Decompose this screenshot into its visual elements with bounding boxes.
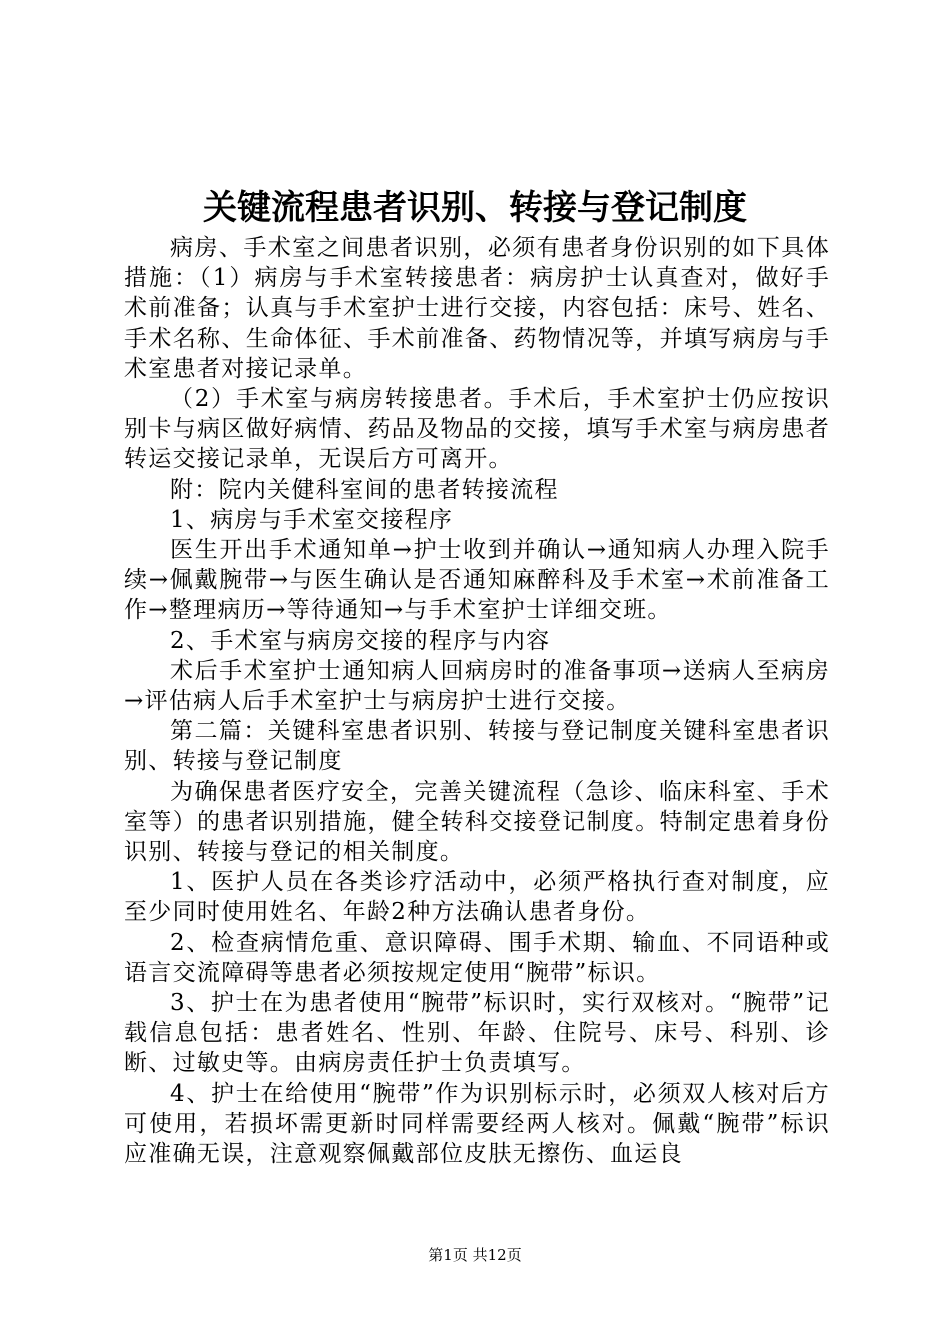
paragraph-7: 术后手术室护士通知病人回病房时的准备事项→送病人至病房→评估病人后手术室护士与病房护士进行交接。 <box>124 657 830 715</box>
paragraph-3: 附：院内关健科室间的患者转接流程 <box>170 476 559 503</box>
document-title: 关键流程患者识别、转接与登记制度 <box>203 188 747 228</box>
paragraph-9: 为确保患者医疗安全，完善关键流程（急诊、临床科室、手术室等）的患者识别措施，健全转科交接登记制度。特制定患着身份识别、转接与登记的相关制度。 <box>124 778 830 866</box>
page-footer: 第1页 共12页 <box>428 1246 522 1264</box>
paragraph-1: 病房、手术室之间患者识别，必须有患者身份识别的如下具体措施：（1）病房与手术室转接患者：病房护士认真查对，做好手术前准备；认真与手术室护士进行交接，内容包括：床号、姓名、手术名称、生命体征、手术前准备、药物情况等，并填写病房与手术室患者对接记录单。 <box>124 235 830 382</box>
paragraph-8: 第二篇：关键科室患者识别、转接与登记制度关键科室患者识别、转接与登记制度 <box>124 718 830 775</box>
paragraph-13: 4、护士在给使用“腕带”作为识别标示时，必须双人核对后方可使用，若损坏需更新时同样需要经两人核对。佩戴“腕带”标识应准确无误，注意观察佩戴部位皮肤无擦伤、血运良 <box>124 1080 830 1168</box>
paragraph-12: 3、护士在为患者使用“腕带”标识时，实行双核对。“腕带”记载信息包括：患者姓名、性别、年龄、住院号、床号、科别、诊断、过敏史等。由病房责任护士负责填写。 <box>124 990 830 1077</box>
paragraph-6: 2、手术室与病房交接的程序与内容 <box>170 627 551 654</box>
paragraph-10: 1、医护人员在各类诊疗活动中，必须严格执行查对制度，应至少同时使用姓名、年龄2种方法确认患者身份。 <box>124 869 830 926</box>
paragraph-11: 2、检查病情危重、意识障碍、围手术期、输血、不同语种或语言交流障碍等患者必须按规定使用“腕带”标识。 <box>124 929 830 986</box>
paragraph-5: 医生开出手术通知单→护士收到并确认→通知病人办理入院手续→佩戴腕带→与医生确认是否通知麻醉科及手术室→术前准备工作→整理病历→等待通知→与手术室护士详细交班。 <box>124 537 830 624</box>
document-body <box>124 233 830 1169</box>
paragraph-2: （2）手术室与病房转接患者。手术后，手术室护士仍应按识别卡与病区做好病情、药品及物品的交接，填写手术室与病房患者转运交接记录单，无误后方可离开。 <box>124 386 830 473</box>
paragraph-4: 1、病房与手术室交接程序 <box>170 506 454 533</box>
